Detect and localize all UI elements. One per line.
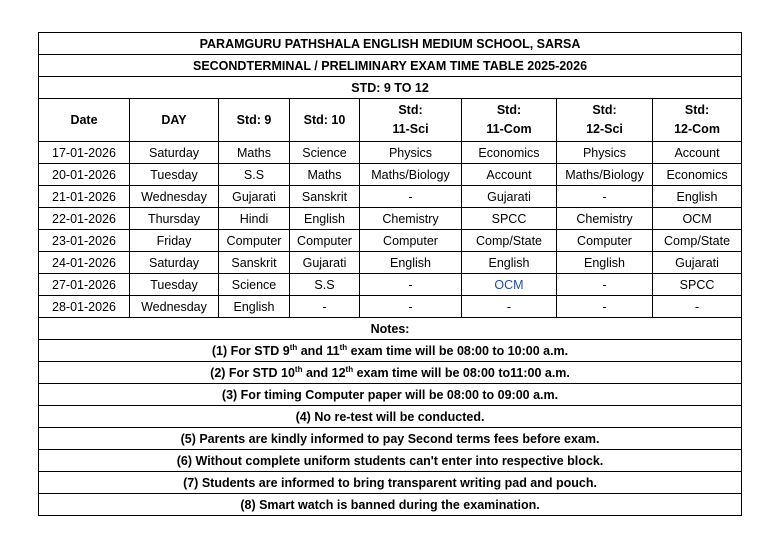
header-row — [39, 99, 742, 142]
col-header-day: DAY — [130, 99, 219, 142]
table-row — [39, 208, 742, 230]
cell-std9: English — [219, 296, 290, 318]
cell-std12-com: SPCC — [653, 274, 742, 296]
table-row — [39, 186, 742, 208]
exam-title: SECONDTERMINAL / PRELIMINARY EXAM TIME TABLE 2025-2026 — [39, 55, 742, 77]
cell-date: 22-01-2026 — [39, 208, 130, 230]
cell-day: Thursday — [130, 208, 219, 230]
cell-date: 21-01-2026 — [39, 186, 130, 208]
cell-std10: Maths — [290, 164, 360, 186]
cell-std12-com: Comp/State — [653, 230, 742, 252]
cell-std12-sci: Chemistry — [557, 208, 653, 230]
note-3: (3) For timing Computer paper will be 08:00 to 09:00 a.m. — [39, 384, 742, 406]
cell-date: 28-01-2026 — [39, 296, 130, 318]
cell-std11-com: Comp/State — [462, 230, 557, 252]
cell-std11-com: OCM — [462, 274, 557, 296]
cell-std11-com: Economics — [462, 142, 557, 164]
cell-date: 23-01-2026 — [39, 230, 130, 252]
table-row — [39, 142, 742, 164]
cell-date: 17-01-2026 — [39, 142, 130, 164]
table-row — [39, 252, 742, 274]
table-row — [39, 296, 742, 318]
cell-day: Friday — [130, 230, 219, 252]
cell-std11-sci: Physics — [360, 142, 462, 164]
cell-std9: Gujarati — [219, 186, 290, 208]
table-row — [39, 274, 742, 296]
cell-day: Wednesday — [130, 186, 219, 208]
col-header-std12-com: Std: 12-Com — [653, 99, 742, 142]
cell-std11-com: English — [462, 252, 557, 274]
cell-std12-sci: - — [557, 186, 653, 208]
cell-std11-sci: - — [360, 296, 462, 318]
note-2: (2) For STD 10th and 12th exam time will be 08:00 to11:00 a.m. — [39, 362, 742, 384]
cell-std10: Sanskrit — [290, 186, 360, 208]
note-4: (4) No re-test will be conducted. — [39, 406, 742, 428]
cell-std11-com: SPCC — [462, 208, 557, 230]
cell-std12-sci: - — [557, 274, 653, 296]
table-row — [39, 164, 742, 186]
cell-std12-com: - — [653, 296, 742, 318]
cell-std11-sci: Computer — [360, 230, 462, 252]
cell-date: 27-01-2026 — [39, 274, 130, 296]
note-1: (1) For STD 9th and 11th exam time will be 08:00 to 10:00 a.m. — [39, 340, 742, 362]
cell-std12-com: Gujarati — [653, 252, 742, 274]
cell-std9: Sanskrit — [219, 252, 290, 274]
cell-std11-com: Account — [462, 164, 557, 186]
notes-heading: Notes: — [39, 318, 742, 340]
col-header-std10: Std: 10 — [290, 99, 360, 142]
cell-std10: S.S — [290, 274, 360, 296]
std-range: STD: 9 TO 12 — [39, 77, 742, 99]
cell-day: Tuesday — [130, 274, 219, 296]
cell-std11-sci: English — [360, 252, 462, 274]
cell-std12-sci: English — [557, 252, 653, 274]
cell-std12-sci: Maths/Biology — [557, 164, 653, 186]
cell-std12-com: English — [653, 186, 742, 208]
cell-std10: Computer — [290, 230, 360, 252]
cell-std11-sci: - — [360, 186, 462, 208]
col-header-std11-sci: Std: 11-Sci — [360, 99, 462, 142]
cell-date: 20-01-2026 — [39, 164, 130, 186]
note-8: (8) Smart watch is banned during the examination. — [39, 494, 742, 516]
cell-std9: Computer — [219, 230, 290, 252]
cell-std12-sci: Physics — [557, 142, 653, 164]
cell-day: Saturday — [130, 142, 219, 164]
cell-std10: English — [290, 208, 360, 230]
cell-std12-com: Economics — [653, 164, 742, 186]
cell-std11-sci: Maths/Biology — [360, 164, 462, 186]
note-6: (6) Without complete uniform students can't enter into respective block. — [39, 450, 742, 472]
cell-day: Saturday — [130, 252, 219, 274]
cell-std9: Science — [219, 274, 290, 296]
cell-std12-com: Account — [653, 142, 742, 164]
col-header-date: Date — [39, 99, 130, 142]
table-row — [39, 230, 742, 252]
cell-std11-sci: - — [360, 274, 462, 296]
cell-day: Tuesday — [130, 164, 219, 186]
exam-timetable — [38, 32, 742, 516]
cell-std10: Gujarati — [290, 252, 360, 274]
cell-std11-sci: Chemistry — [360, 208, 462, 230]
cell-std12-com: OCM — [653, 208, 742, 230]
note-7: (7) Students are informed to bring transparent writing pad and pouch. — [39, 472, 742, 494]
cell-std11-com: - — [462, 296, 557, 318]
col-header-std12-sci: Std: 12-Sci — [557, 99, 653, 142]
cell-std9: S.S — [219, 164, 290, 186]
col-header-std9: Std: 9 — [219, 99, 290, 142]
cell-day: Wednesday — [130, 296, 219, 318]
col-header-std11-com: Std: 11-Com — [462, 99, 557, 142]
cell-date: 24-01-2026 — [39, 252, 130, 274]
cell-std10: - — [290, 296, 360, 318]
cell-std12-sci: Computer — [557, 230, 653, 252]
cell-std11-com: Gujarati — [462, 186, 557, 208]
school-name: PARAMGURU PATHSHALA ENGLISH MEDIUM SCHOOL, SARSA — [39, 33, 742, 55]
cell-std12-sci: - — [557, 296, 653, 318]
cell-std9: Hindi — [219, 208, 290, 230]
cell-std9: Maths — [219, 142, 290, 164]
cell-std10: Science — [290, 142, 360, 164]
note-5: (5) Parents are kindly informed to pay Second terms fees before exam. — [39, 428, 742, 450]
